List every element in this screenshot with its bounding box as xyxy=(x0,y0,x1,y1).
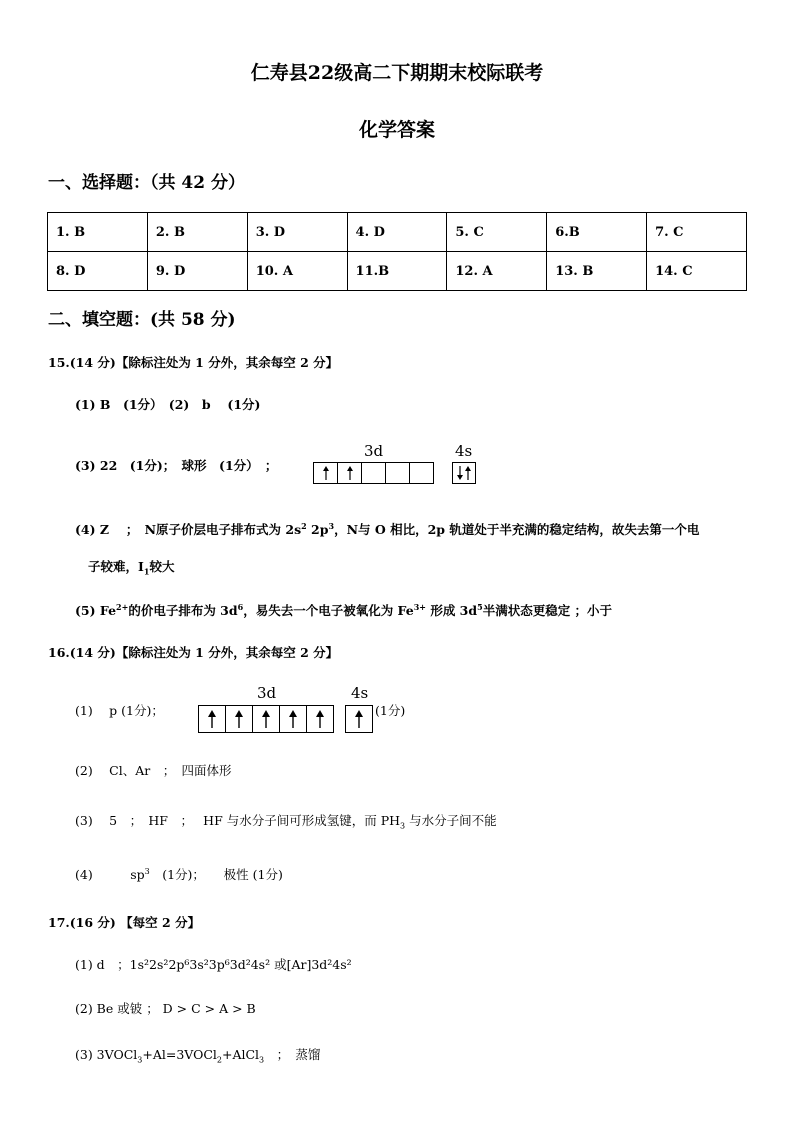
orbital-diagram-4s xyxy=(452,462,476,484)
orbital-box xyxy=(199,706,226,732)
spin-up-icon xyxy=(261,710,271,728)
orbital-box xyxy=(346,706,372,732)
q16-line-1: (1) p (1分)； xyxy=(75,703,164,718)
spin-up-icon xyxy=(346,466,354,480)
orbital-diagram-4s xyxy=(345,705,373,733)
table-cell: 8. D xyxy=(48,252,148,291)
q16-header: 16.(14 分)【除标注处为 1 分外，其余每空 2 分】 xyxy=(48,645,339,660)
orbital-box xyxy=(314,463,338,483)
orbital-box xyxy=(226,706,253,732)
orbital-box xyxy=(453,463,475,483)
q16-line-4: (4) $sp^3$ (1分)； 极性 (1分) xyxy=(75,866,283,882)
table-cell: 1. B xyxy=(48,213,148,252)
orbital-3d-label: 3d xyxy=(257,684,277,702)
table-cell: 2. B xyxy=(147,213,247,252)
spin-down-icon xyxy=(456,466,464,480)
table-cell: 10. A xyxy=(247,252,347,291)
spin-up-icon xyxy=(322,466,330,480)
page-subtitle: 化学答案 xyxy=(358,119,435,141)
table-cell: 3. D xyxy=(247,213,347,252)
table-cell: 4. D xyxy=(347,213,447,252)
spin-up-icon xyxy=(354,710,364,728)
table-cell: 14. C xyxy=(647,252,747,291)
orbital-box xyxy=(386,463,410,483)
q17-line-1: (1) d ；1s²2s²2p⁶3s²3p⁶3d²4s² 或[Ar]3d²4s² xyxy=(75,957,352,972)
q17-line-2: (2) Be 或铍 ； D > C > A > B xyxy=(75,1001,256,1016)
q16-line-3: (3) 5 ； HF ； HF 与水分子间可形成氢键，而 $PH_3$ 与水分子间不能 xyxy=(75,813,497,831)
orbital-box xyxy=(338,463,362,483)
table-cell: 11.B xyxy=(347,252,447,291)
orbital-box xyxy=(280,706,307,732)
spin-up-icon xyxy=(234,710,244,728)
spin-up-icon xyxy=(464,466,472,480)
spin-up-icon xyxy=(207,710,217,728)
table-cell: 12. A xyxy=(447,252,547,291)
q15-line-3: (3) 22 (1分)； 球形 (1分） ； xyxy=(75,458,278,473)
table-cell: 6.B xyxy=(547,213,647,252)
table-cell: 13. B xyxy=(547,252,647,291)
q17-line-3: (3) 3VOCl$_3$+Al=3VOCl$_2$+AlCl$_3$ ； 蒸馏 xyxy=(75,1047,321,1065)
page-title: 仁寿县22级高二下期期末校际联考 xyxy=(250,62,544,84)
orbital-diagram-3d xyxy=(198,705,334,733)
answer-table xyxy=(47,212,747,291)
table-row xyxy=(48,252,747,291)
spin-up-icon xyxy=(288,710,298,728)
q17-header: 17.(16 分) 【每空 2 分】 xyxy=(48,915,201,930)
section1-heading: 一、选择题：（共 42 分） xyxy=(48,173,245,193)
table-cell: 7. C xyxy=(647,213,747,252)
orbital-box xyxy=(410,463,433,483)
table-row xyxy=(48,213,747,252)
orbital-box xyxy=(307,706,333,732)
q15-header: 15.(14 分)【除标注处为 1 分外，其余每空 2 分】 xyxy=(48,355,339,370)
orbital-box xyxy=(362,463,386,483)
table-cell: 9. D xyxy=(147,252,247,291)
q15-line-4-cont: 子较难，$I_1$较大 xyxy=(88,559,175,577)
q15-line-1: (1) B (1分） (2) b (1分) xyxy=(75,397,261,412)
orbital-3d-label: 3d xyxy=(364,442,384,460)
q16-line-2: (2) Cl、Ar ； 四面体形 xyxy=(75,763,232,778)
orbital-box xyxy=(253,706,280,732)
table-cell: 5. C xyxy=(447,213,547,252)
section2-heading: 二、填空题：(共 58 分) xyxy=(48,310,236,330)
orbital-diagram-3d xyxy=(313,462,434,484)
q15-line-5: (5) $Fe^{2+}$的价电子排布为 $3d^6$，易失去一个电子被氧化为 $Fe^{3+}$ 形成 $3d^5$半满状态更稳定 ；小于 xyxy=(75,601,613,618)
q15-line-4: (4) Z ； N原子价层电子排布式为 $2s^2$ $2p^3$，N与 O 相比，2p 轨道处于半充满的稳定结构，故失去第一个电 xyxy=(75,520,700,537)
q16-line-1-score: (1分) xyxy=(375,703,406,718)
orbital-4s-label: 4s xyxy=(455,442,473,460)
orbital-4s-label: 4s xyxy=(351,684,369,702)
spin-up-icon xyxy=(315,710,325,728)
